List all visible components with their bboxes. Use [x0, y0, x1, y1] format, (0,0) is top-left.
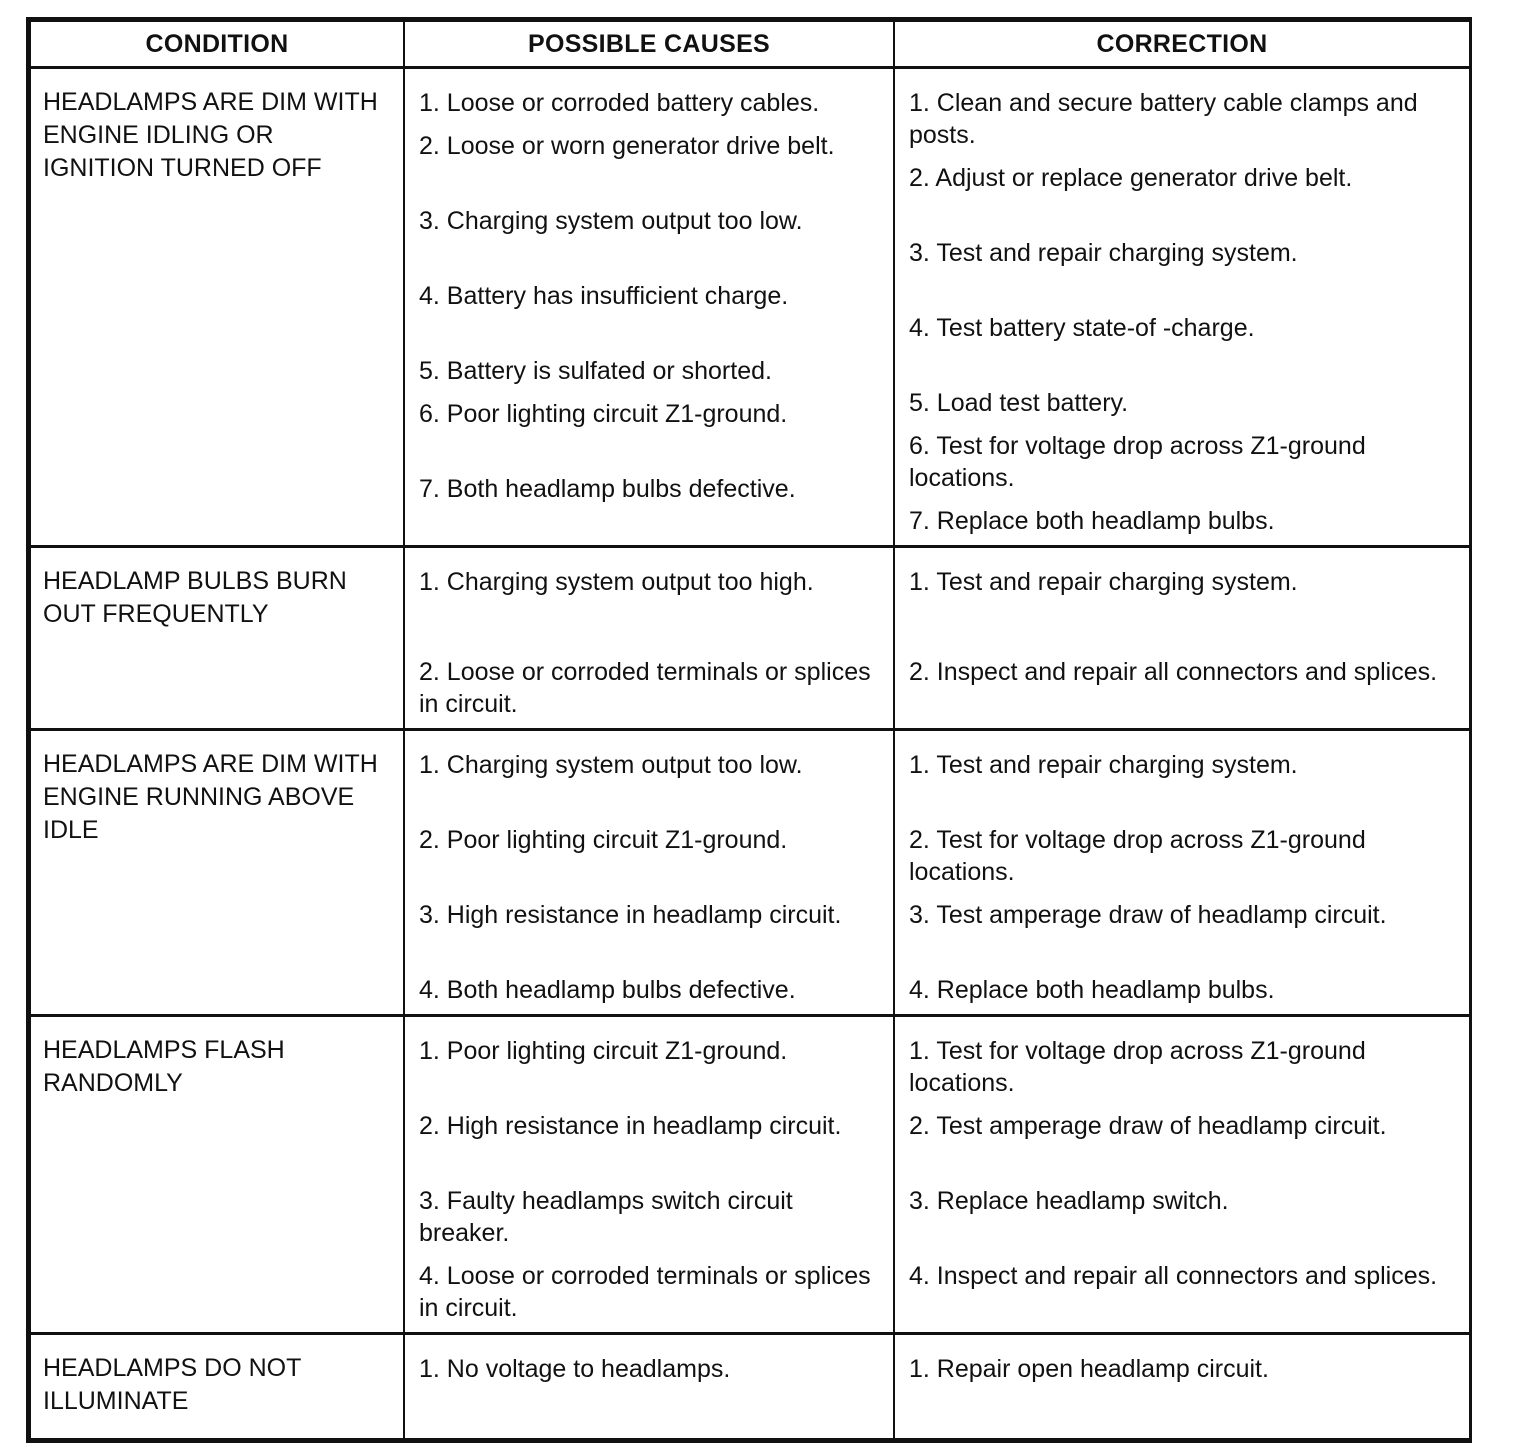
troubleshooting-table-frame: [26, 17, 1472, 1443]
causes-cell: [404, 1334, 894, 1440]
header-correction: CORRECTION: [894, 21, 1470, 68]
table-row: [30, 1334, 1470, 1440]
correction-item: 3. Replace headlamp switch.: [909, 1187, 1229, 1215]
correction-item: 3. Test amperage draw of headlamp circuit.: [909, 901, 1387, 929]
correction-item: 3. Test and repair charging system.: [909, 239, 1298, 267]
condition-cell: [30, 1334, 404, 1440]
corrections-cell: [894, 547, 1470, 730]
correction-item: 5. Load test battery.: [909, 389, 1129, 417]
cause-item: 2. Loose or worn generator drive belt.: [419, 132, 835, 160]
correction-item: 7. Replace both headlamp bulbs.: [909, 507, 1275, 535]
condition-text: HEADLAMPS FLASH RANDOMLY: [43, 1036, 285, 1097]
correction-item: 4. Replace both headlamp bulbs.: [909, 976, 1275, 1004]
cause-item: 4. Battery has insufficient charge.: [419, 282, 789, 310]
condition-cell: [30, 1016, 404, 1334]
correction-item: 4. Inspect and repair all connectors and splices.: [909, 1262, 1438, 1290]
cause-item: 3. High resistance in headlamp circuit.: [419, 901, 842, 929]
cause-item: 3. Faulty headlamps switch circuit breaker.: [419, 1187, 793, 1247]
condition-text: HEADLAMPS ARE DIM WITH ENGINE RUNNING ABOVE IDLE: [43, 750, 378, 844]
condition-cell: [30, 730, 404, 1016]
table-row: [30, 68, 1470, 547]
cause-item: 1. Poor lighting circuit Z1-ground.: [419, 1037, 788, 1065]
correction-item: 1. Repair open headlamp circuit.: [909, 1355, 1269, 1383]
cause-item: 5. Battery is sulfated or shorted.: [419, 357, 772, 385]
header-condition: CONDITION: [30, 21, 404, 68]
table-row: [30, 730, 1470, 1016]
correction-item: 1. Test and repair charging system.: [909, 751, 1298, 779]
cause-item: 6. Poor lighting circuit Z1-ground.: [419, 400, 788, 428]
corrections-cell: [894, 1334, 1470, 1440]
cause-item: 1. Charging system output too high.: [419, 568, 814, 596]
corrections-cell: [894, 1016, 1470, 1334]
correction-item: 6. Test for voltage drop across Z1-ground locations.: [909, 432, 1366, 492]
headlamp-diagnosis-table: [29, 20, 1471, 1440]
condition-text: HEADLAMPS ARE DIM WITH ENGINE IDLING OR IGNITION TURNED OFF: [43, 88, 378, 182]
correction-item: 2. Test amperage draw of headlamp circuit.: [909, 1112, 1387, 1140]
header-possible-causes: POSSIBLE CAUSES: [404, 21, 894, 68]
header-row: [30, 21, 1470, 68]
causes-cell: [404, 547, 894, 730]
causes-cell: [404, 730, 894, 1016]
correction-item: 1. Test and repair charging system.: [909, 568, 1298, 596]
causes-cell: [404, 1016, 894, 1334]
cause-item: 1. No voltage to headlamps.: [419, 1355, 731, 1383]
correction-item: 2. Adjust or replace generator drive belt.: [909, 164, 1353, 192]
condition-text: HEADLAMP BULBS BURN OUT FREQUENTLY: [43, 567, 347, 628]
table-row: [30, 1016, 1470, 1334]
corrections-cell: [894, 730, 1470, 1016]
cause-item: 2. Poor lighting circuit Z1-ground.: [419, 826, 788, 854]
cause-item: 3. Charging system output too low.: [419, 207, 803, 235]
cause-item: 1. Charging system output too low.: [419, 751, 803, 779]
corrections-cell: [894, 68, 1470, 547]
cause-item: 1. Loose or corroded battery cables.: [419, 89, 820, 117]
cause-item: 4. Loose or corroded terminals or splices in circuit.: [419, 1262, 871, 1322]
correction-item: 1. Clean and secure battery cable clamps and posts.: [909, 89, 1418, 149]
condition-text: HEADLAMPS DO NOT ILLUMINATE: [43, 1354, 301, 1415]
correction-item: 2. Inspect and repair all connectors and splices.: [909, 658, 1438, 686]
cause-item: 2. Loose or corroded terminals or splices in circuit.: [419, 658, 871, 718]
correction-item: 2. Test for voltage drop across Z1-ground locations.: [909, 826, 1366, 886]
cause-item: 7. Both headlamp bulbs defective.: [419, 475, 796, 503]
table-row: [30, 547, 1470, 730]
correction-item: 4. Test battery state-of -charge.: [909, 314, 1255, 342]
cause-item: 2. High resistance in headlamp circuit.: [419, 1112, 842, 1140]
condition-cell: [30, 547, 404, 730]
causes-cell: [404, 68, 894, 547]
condition-cell: [30, 68, 404, 547]
correction-item: 1. Test for voltage drop across Z1-ground locations.: [909, 1037, 1366, 1097]
cause-item: 4. Both headlamp bulbs defective.: [419, 976, 796, 1004]
